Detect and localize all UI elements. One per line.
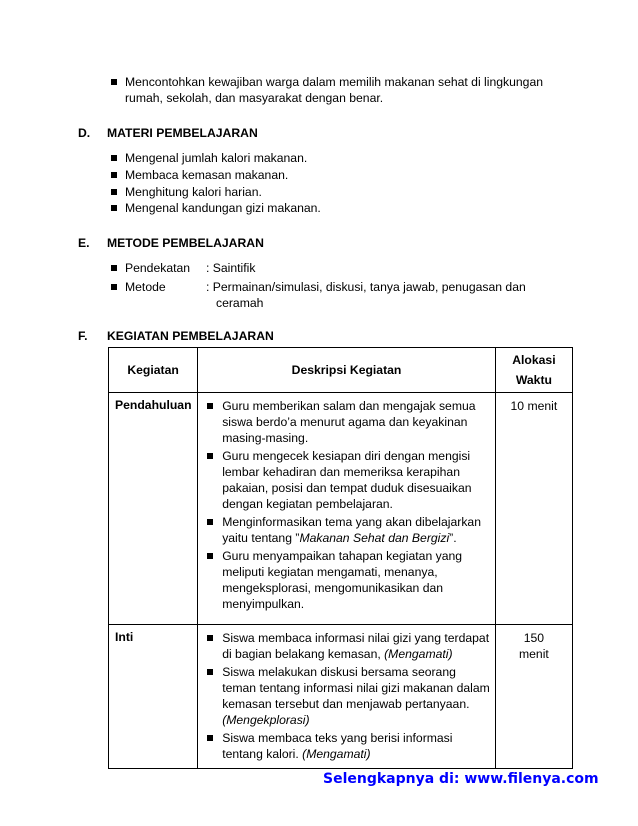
line: menyimpulkan. (222, 597, 305, 611)
line: dengan kegiatan pembelajaran. (222, 497, 393, 511)
activity-description (198, 393, 496, 625)
section-d-item: Membaca kemasan makanan. (125, 168, 289, 182)
line: pakaian, posisi dan tempat duduk disesuaikan (222, 481, 472, 495)
table-row (109, 625, 573, 769)
bullet-icon (207, 519, 213, 525)
section-e-title: METODE PEMBELAJARAN (107, 236, 264, 250)
activity-description (198, 625, 496, 769)
line: mengeksplorasi, mengomunikasikan dan (222, 581, 444, 595)
intro-bullet-line1: Mencontohkan kewajiban warga dalam memilih makanan sehat di lingkungan (125, 75, 544, 89)
line-text: yaitu tentang ” (222, 531, 300, 545)
header-alokasi-line1: Alokasi (512, 353, 556, 367)
line: siswa berdo’a menurut agama dan keyakinan (222, 415, 468, 429)
line: meliputi kegiatan mengamati, menanya, (222, 565, 438, 579)
line: Siswa melakukan diskusi bersama seorang (222, 665, 456, 679)
bullet-icon (111, 189, 117, 195)
activity-time (495, 625, 572, 769)
list-item (202, 730, 491, 762)
bullet-icon (207, 669, 213, 675)
line: Siswa membaca teks yang berisi informasi (222, 731, 453, 745)
method-value-cont: ceramah (216, 296, 264, 310)
method-label: Pendekatan (125, 261, 191, 275)
bullet-icon (207, 403, 213, 409)
activity-name: Pendahuluan (109, 393, 198, 625)
line: masing-masing. (222, 431, 309, 445)
line-text: di bagian belakang kemasan, (222, 647, 385, 661)
bullet-icon (111, 79, 117, 85)
method-value: : Saintifik (206, 261, 256, 275)
line: kemasan tersebut dan menjawab pertanyaan. (222, 697, 470, 711)
line: Guru mengecek kesiapan diri dengan mengisi (222, 449, 471, 463)
method-label: Metode (125, 280, 166, 294)
activity-time (495, 393, 572, 625)
intro-bullet-line2: rumah, sekolah, dan masyarakat dengan benar. (125, 91, 384, 105)
line: lembar kehadiran dan memeriksa kerapihan (222, 465, 460, 479)
section-d-item: Menghitung kalori harian. (125, 185, 262, 199)
activity-tag: (Mengamati) (384, 647, 453, 661)
footer-link[interactable]: Selengkapnya di: www.filenya.com (323, 771, 599, 787)
bullet-icon (111, 172, 117, 178)
line (222, 646, 491, 662)
activity-name: Inti (109, 625, 198, 769)
bullet-icon (111, 205, 117, 211)
activity-table (108, 347, 573, 769)
list-item (202, 548, 491, 612)
line: Siswa membaca informasi nilai gizi yang terdapat (222, 631, 490, 645)
line-text: ”. (449, 531, 457, 545)
header-alokasi-line2: Waktu (515, 373, 552, 387)
bullet-icon (207, 453, 213, 459)
list-item (202, 664, 491, 728)
line: teman tentang informasi nilai gizi makanan dalam (222, 681, 490, 695)
line (222, 530, 491, 546)
time-unit: menit (519, 647, 549, 661)
line: Menginformasikan tema yang akan dibelajarkan (222, 515, 481, 529)
time-value: 150 (523, 631, 545, 645)
activity-tag: (Mengamati) (302, 747, 371, 761)
bullet-icon (207, 735, 213, 741)
bullet-icon (207, 635, 213, 641)
list-item (202, 630, 491, 662)
bullet-icon (111, 155, 117, 161)
section-f-letter: F. (78, 329, 88, 343)
method-value: : Permainan/simulasi, diskusi, tanya jawab, penugasan dan (206, 280, 526, 294)
bullet-icon (207, 553, 213, 559)
activity-tag: (Mengekplorasi) (222, 713, 310, 727)
header-alokasi (495, 348, 572, 393)
time-value: 10 menit (510, 399, 558, 413)
bullet-icon (111, 265, 117, 271)
line (222, 746, 491, 762)
section-e-letter: E. (78, 236, 90, 250)
table-row (109, 393, 573, 625)
line: Guru memberikan salam dan mengajak semua (222, 399, 476, 413)
section-d-letter: D. (78, 126, 91, 140)
bullet-icon (111, 284, 117, 290)
topic-title: Makanan Sehat dan Bergizi (299, 531, 450, 545)
list-item (202, 514, 491, 546)
section-d-item: Mengenal kandungan gizi makanan. (125, 201, 321, 215)
list-item (202, 448, 491, 512)
header-deskripsi: Deskripsi Kegiatan (198, 348, 496, 393)
list-item (202, 398, 491, 446)
table-header-row (109, 348, 573, 393)
section-f-title: KEGIATAN PEMBELAJARAN (107, 329, 274, 343)
line: Guru menyampaikan tahapan kegiatan yang (222, 549, 463, 563)
header-kegiatan: Kegiatan (109, 348, 198, 393)
section-d-title: MATERI PEMBELAJARAN (107, 126, 258, 140)
section-d-item: Mengenal jumlah kalori makanan. (125, 151, 308, 165)
line-text: tentang kalori. (222, 747, 303, 761)
